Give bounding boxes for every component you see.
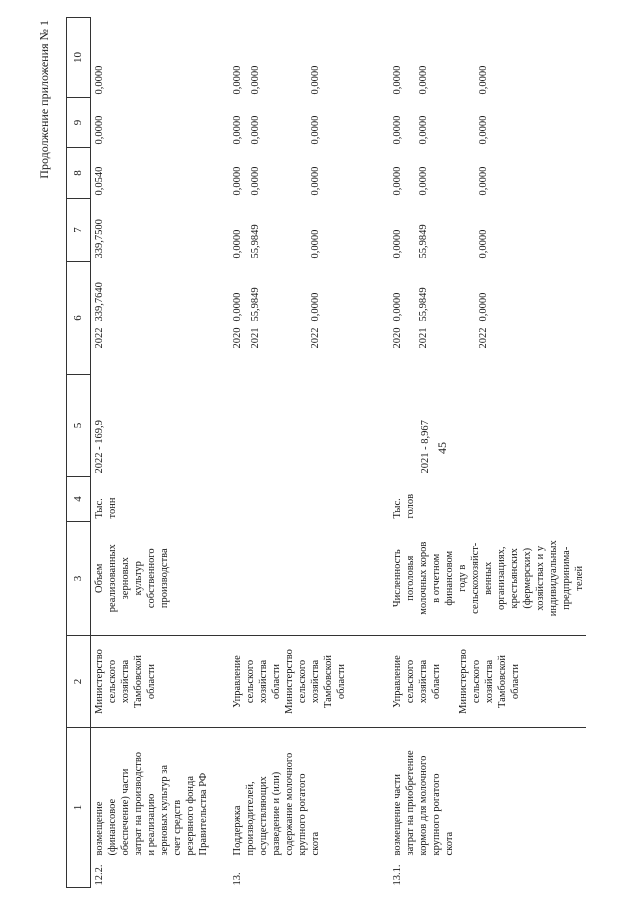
col-header-3: 3	[67, 522, 91, 636]
row-v10: 0,0000	[232, 65, 243, 95]
row-target: 2021 - 8,967	[420, 420, 431, 474]
row-v9: 0,0000	[392, 115, 403, 145]
col-header-4: 4	[67, 477, 91, 522]
row-year: 2021	[418, 327, 429, 349]
row-name: Поддержка производителей, осуществляющих разведение и (или) содержание молочного крупного рогатого скота	[232, 752, 321, 856]
table-row	[219, 18, 389, 888]
row-v6: 0,0000	[392, 292, 403, 322]
row-name: возмещение (финансовое обеспечение) части затрат на производство и реализацию зерновых культур за счет средств резервного фонда Правительства РФ	[94, 752, 209, 856]
row-year: 2022	[310, 327, 321, 349]
row-v9: 0,0000	[310, 115, 321, 145]
row-v7: 0,0000	[478, 229, 489, 259]
row-v6: 339,7640	[94, 282, 105, 322]
col-header-9: 9	[67, 98, 91, 148]
row-year: 2021	[250, 327, 261, 349]
row-v10: 0,0000	[310, 65, 321, 95]
row-unit: Тыс. тонн	[94, 497, 118, 519]
row-v10: 0,0000	[418, 65, 429, 95]
col-header-6: 6	[67, 262, 91, 375]
page-number: 45	[435, 442, 449, 454]
row-v6: 0,0000	[310, 292, 321, 322]
row-unit: Тыс. голов	[392, 493, 416, 519]
row-number: 13.1.	[392, 864, 403, 886]
row-v7: 55,9849	[250, 224, 261, 259]
row-executor-b: Министерство сельского хозяйства Тамбовской области	[458, 649, 521, 714]
col-header-1: 1	[67, 728, 91, 888]
row-v8: 0,0000	[232, 166, 243, 196]
row-v8: 0,0000	[418, 166, 429, 196]
row-executor-a: Управление сельского хозяйства области	[392, 655, 442, 708]
rotated-page	[35, 18, 610, 888]
row-target: 2022 - 169,9	[94, 420, 105, 474]
row-number: 12.2.	[94, 864, 105, 886]
table-row	[389, 18, 586, 888]
data-table	[66, 17, 586, 888]
row-indicator: Объем реализованных зерновых культур собственного производства	[94, 544, 170, 613]
row-v9: 0,0000	[478, 115, 489, 145]
row-v8: 0,0540	[94, 166, 105, 196]
row-v10: 0,0000	[478, 65, 489, 95]
row-year: 2020	[232, 327, 243, 349]
row-v8: 0,0000	[310, 166, 321, 196]
col-header-10: 10	[67, 18, 91, 98]
row-number: 13.	[232, 872, 243, 886]
col-header-7: 7	[67, 199, 91, 262]
row-name: возмещение части затрат на приобретение кормов для молочного крупного рогатого скота	[392, 750, 455, 856]
col-header-2: 2	[67, 636, 91, 728]
col-header-8: 8	[67, 148, 91, 199]
row-executor-a: Управление сельского хозяйства области	[232, 655, 282, 708]
row-v7: 55,9849	[418, 224, 429, 259]
appendix-title: Продолжение приложения № 1	[37, 20, 51, 179]
row-v7: 0,0000	[232, 229, 243, 259]
row-executor-b: Министерство сельского хозяйства Тамбовской области	[284, 649, 347, 714]
header-row	[67, 18, 91, 888]
row-v6: 0,0000	[232, 292, 243, 322]
row-v9: 0,0000	[232, 115, 243, 145]
row-v10: 0,0000	[250, 65, 261, 95]
row-v6: 55,9849	[418, 287, 429, 322]
row-v9: 0,0000	[250, 115, 261, 145]
row-executor: Министерство сельского хозяйства Тамбовской области	[91, 636, 220, 728]
row-v9: 0,0000	[94, 115, 105, 145]
row-v7: 0,0000	[392, 229, 403, 259]
row-v8: 0,0000	[250, 166, 261, 196]
row-v9: 0,0000	[418, 115, 429, 145]
col-header-5: 5	[67, 375, 91, 477]
row-year: 2020	[392, 327, 403, 349]
row-v7: 0,0000	[310, 229, 321, 259]
row-v8: 0,0000	[478, 166, 489, 196]
row-v6: 0,0000	[478, 292, 489, 322]
row-v10: 0,0000	[392, 65, 403, 95]
row-year: 2022	[478, 327, 489, 349]
row-indicator: Численность поголовья молочных коров в отчетном финансовом году в сельскохозяйст- венных организациях, крестьянских (фермерских) хозяйствах и у индивидуальных предпринима- телей	[392, 540, 585, 617]
table-row	[91, 18, 220, 888]
row-year: 2022	[94, 327, 105, 349]
row-v10: 0,0000	[94, 65, 105, 95]
row-v6: 55,9849	[250, 287, 261, 322]
row-v7: 339,7500	[94, 219, 105, 259]
row-v8: 0,0000	[392, 166, 403, 196]
